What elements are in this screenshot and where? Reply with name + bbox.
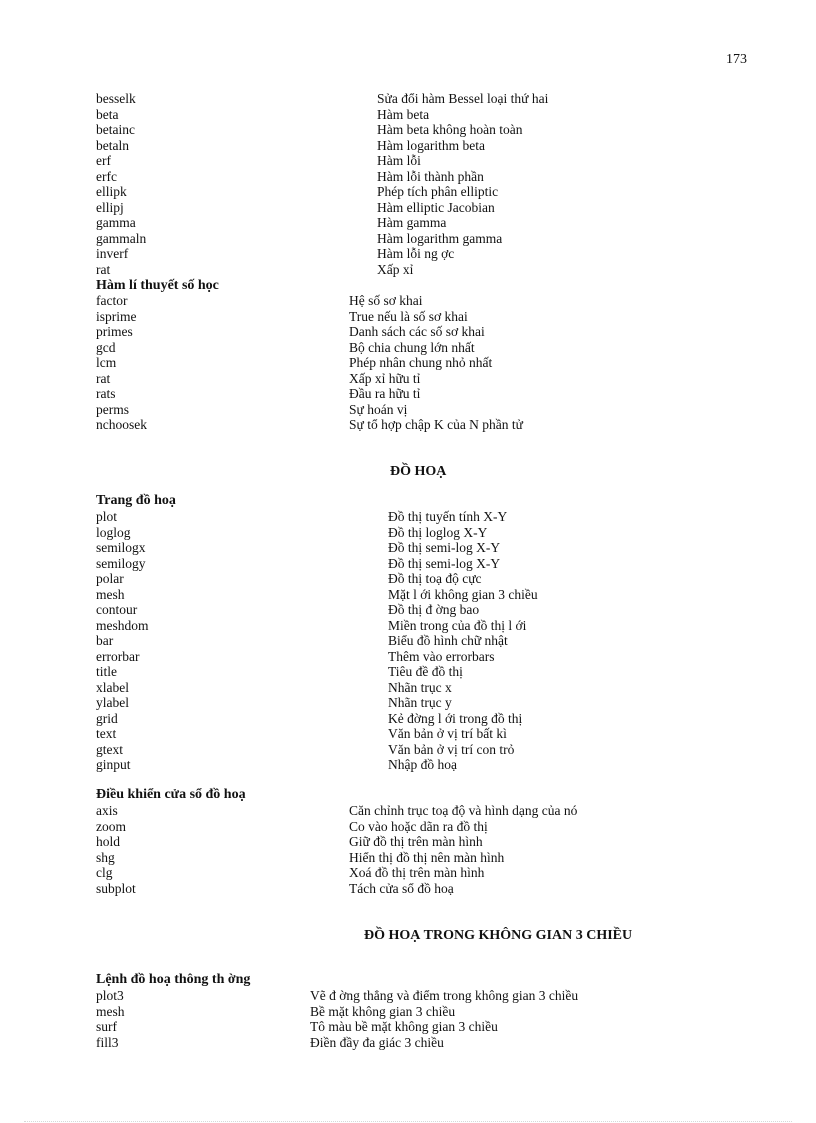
command-description: Đồ thị semi-log X-Y [388,555,501,571]
command-description: Đầu ra hữu tỉ [349,386,421,401]
command-name: besselk [96,91,136,106]
command-name: hold [96,834,121,849]
command-description: Sửa đổi hàm Bessel loại thứ hai [377,91,549,106]
command-description: Hàm lỗi thành phần [377,168,484,184]
command-description: Đồ thị tuyến tính X-Y [388,509,508,524]
command-description: Bộ chia chung lớn nhất [349,339,475,355]
command-name: fill3 [96,1034,119,1050]
command-name: rat [96,370,111,386]
section-heading-common-3d: Lệnh đồ hoạ thông th ờng [96,972,251,987]
command-name: gamma [96,215,136,230]
command-description: Đồ thị semi-log X-Y [388,540,501,555]
command-name: subplot [96,880,136,896]
command-description: Hàm logarithm gamma [377,230,503,246]
command-name: zoom [96,818,126,834]
command-name: mesh [96,586,125,602]
command-description: Căn chỉnh trục toạ độ và hình dạng của nó [349,803,578,818]
command-name: polar [96,571,124,586]
command-description: Đồ thị đ ờng bao [388,602,480,617]
command-description: Nhãn trục y [388,695,452,710]
command-description: Tô màu bề mặt không gian 3 chiều [310,1019,498,1034]
command-name: contour [96,602,138,617]
command-name: clg [96,865,113,880]
command-description: Hàm beta không hoàn toàn [377,122,523,137]
command-name: title [96,664,117,679]
command-name: perms [96,401,129,417]
command-description: Hàm logarithm beta [377,137,485,153]
command-name: inverf [96,246,129,261]
command-description: Giữ đồ thị trên màn hình [349,834,483,849]
command-name: erfc [96,168,117,184]
section-heading-number-theory: Hàm lí thuyết số học [96,278,219,293]
command-name: mesh [96,1003,125,1019]
command-name: factor [96,293,128,308]
command-name: ylabel [96,695,129,710]
command-name: semilogy [96,555,146,571]
command-description: Hiển thị đồ thị nên màn hình [349,849,505,865]
command-description: Xấp xỉ hữu tỉ [349,370,421,386]
command-description: Thêm vào errorbars [388,648,495,664]
command-name: bar [96,633,114,648]
command-description: Đồ thị loglog X-Y [388,524,488,540]
command-name: xlabel [96,679,129,695]
command-description: Vẽ đ ờng thẳng và điểm trong không gian 3 chiều [310,988,579,1003]
command-description: Hệ số sơ khai [349,293,423,308]
page-number: 173 [726,52,747,67]
command-description: Điền đầy đa giác 3 chiều [310,1034,444,1050]
command-description: Văn bản ở vị trí bất kì [388,726,507,741]
page-bottom-rule [24,1121,792,1122]
command-description: Nhãn trục x [388,679,452,695]
command-description: Đồ thị toạ độ cực [388,571,482,586]
command-description: Co vào hoặc dãn ra đồ thị [349,818,488,834]
command-name: axis [96,803,118,818]
command-name: gammaln [96,230,147,246]
command-description: Văn bản ở vị trí con trỏ [388,741,515,757]
command-name: betaln [96,137,129,153]
command-name: semilogx [96,540,146,555]
command-description: Sự tổ hợp chập K của N phần tử [349,417,523,432]
command-description: Xoá đồ thị trên màn hình [349,865,485,880]
command-name: shg [96,849,115,865]
title-3d-graphics: ĐỒ HOẠ TRONG KHÔNG GIAN 3 CHIỀU [364,928,633,943]
command-description: Mặt l ới không gian 3 chiều [388,586,538,602]
command-name: rat [96,261,111,277]
command-name: ginput [96,757,131,772]
command-name: grid [96,710,118,726]
command-description: Tiêu đề đồ thị [388,664,463,679]
command-description: Tách cửa sổ đồ hoạ [349,880,454,896]
command-name: erf [96,153,111,168]
command-description: Kẻ đờng l ới trong đồ thị [388,710,523,726]
command-name: betainc [96,122,135,137]
command-name: meshdom [96,617,149,633]
command-name: lcm [96,355,117,370]
command-description: Nhập đồ hoạ [388,757,457,772]
command-name: nchoosek [96,417,147,432]
command-description: Phép nhân chung nhỏ nhất [349,355,493,370]
command-name: text [96,726,117,741]
command-name: errorbar [96,648,140,664]
command-description: Hàm elliptic Jacobian [377,199,495,215]
command-description: Sự hoán vị [349,401,408,417]
command-description: Xấp xỉ [377,261,414,277]
command-description: Hàm lỗi [377,153,421,168]
command-name: ellipj [96,199,124,215]
command-name: gtext [96,741,123,757]
command-name: loglog [96,524,131,540]
command-name: plot [96,509,118,524]
command-description: Hàm lỗi ng ợc [377,246,455,261]
section-heading-graphics-page: Trang đồ hoạ [96,493,176,508]
command-name: ellipk [96,184,127,199]
command-name: rats [96,386,116,401]
command-description: Phép tích phân elliptic [377,184,499,199]
command-name: beta [96,106,119,122]
command-description: Bề mặt không gian 3 chiều [310,1003,456,1019]
section-heading-window-control: Điều khiển cửa sổ đồ hoạ [96,787,246,802]
title-graphics: ĐỒ HOẠ [390,464,447,479]
command-description: Hàm beta [377,106,430,122]
command-description: Danh sách các số sơ khai [349,324,485,339]
command-description: Miền trong của đồ thị l ới [388,617,527,633]
command-description: True nếu là số sơ khai [349,308,468,324]
command-name: surf [96,1019,117,1034]
command-name: isprime [96,308,137,324]
command-name: primes [96,324,133,339]
command-description: Hàm gamma [377,215,447,230]
command-name: gcd [96,339,116,355]
command-description: Biểu đồ hình chữ nhật [388,633,508,648]
command-name: plot3 [96,988,124,1003]
